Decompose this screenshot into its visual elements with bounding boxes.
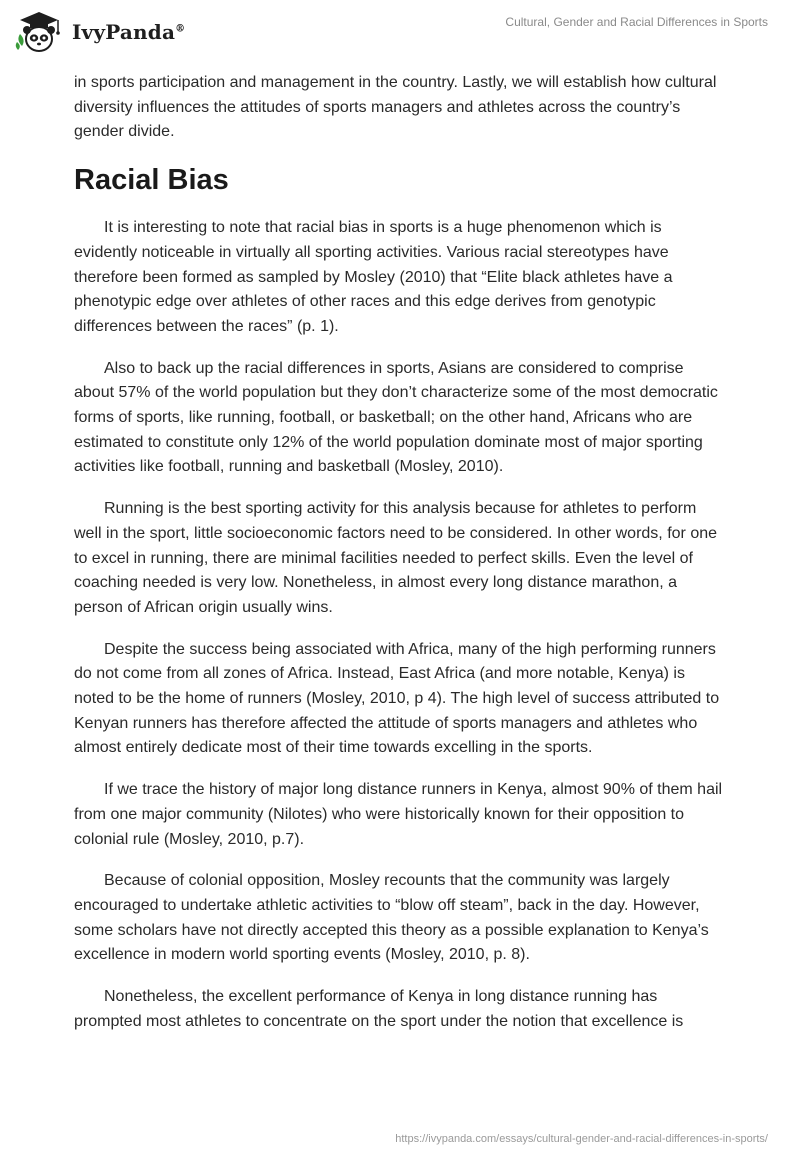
intro-paragraph: in sports participation and management in the country. Lastly, we will establish how cultural diversity influences the attitudes of sports managers and athletes across the country’s gender divide. (74, 74, 717, 141)
registered-mark: ® (175, 23, 186, 35)
body-paragraph: It is interesting to note that racial bias in sports is a huge phenomenon which is evidently noticeable in virtually all sporting activities. Various racial stereotypes have therefore been formed as sampled by Mosley (2010) that “Elite black athletes have a phenotypic edge over athletes of other races and this edge derives from genotypic differences between the races” (p. 1). (74, 219, 673, 335)
section-heading: Racial Bias (74, 164, 229, 197)
body-paragraph: Also to back up the racial differences in sports, Asians are considered to comprise about 57% of the world population but they don’t characterize some of the most democratic forms of sports, like running, football, or basketball; on the other hand, Africans who are estimated to constitute only 12% of the world population dominate most of major sporting activities like football, running and basketball (Mosley, 2010). (74, 359, 718, 476)
body-paragraph: If we trace the history of major long distance runners in Kenya, almost 90% of them hail from one major community (Nilotes) who were historically known for their opposition to colonial rule (Mosley, 2010, p.7). (74, 781, 723, 848)
body-paragraph: Despite the success being associated with Africa, many of the high performing runners do not come from all zones of Africa. Instead, East Africa (and more notable, Kenya) is noted to be the home of runners (Mosley, 2010, p 4). The high level of success attributed to Kenyan runners has therefore affected the attitude of sports managers and athletes who almost entirely dedicate most of their time towards excelling in the sports. (74, 640, 720, 757)
page-header (0, 0, 800, 66)
ivypanda-logo[interactable] (14, 8, 194, 56)
article-body (74, 71, 726, 1052)
body-paragraph: Running is the best sporting activity for this analysis because for athletes to perform well in the sport, little socioeconomic factors need to be considered. In other words, for one to excel in running, there are minimal facilities needed to perfect skills. Even the level of coaching needed is very low. Nonetheless, in almost every long distance marathon, a person of African origin usually wins. (74, 500, 718, 616)
body-paragraph: Because of colonial opposition, Mosley recounts that the community was largely encouraged to undertake athletic activities to “blow off steam”, back in the day. However, some scholars have not directly accepted this theory as a possible explanation to Kenya’s excellence in modern world sporting events (Mosley, 2010, p. 8). (74, 872, 709, 964)
brand-name (72, 20, 185, 44)
body-paragraph: Nonetheless, the excellent performance of Kenya in long distance running has prompted most athletes to concentrate on the sport under the notion that excellence is (74, 988, 684, 1030)
document-title: Cultural, Gender and Racial Differences in Sports (505, 15, 768, 29)
source-url[interactable]: https://ivypanda.com/essays/cultural-gender-and-racial-differences-in-sports/ (395, 1133, 768, 1145)
panda-graduate-icon (14, 10, 64, 54)
brand-name-text: IvyPanda (72, 20, 176, 44)
